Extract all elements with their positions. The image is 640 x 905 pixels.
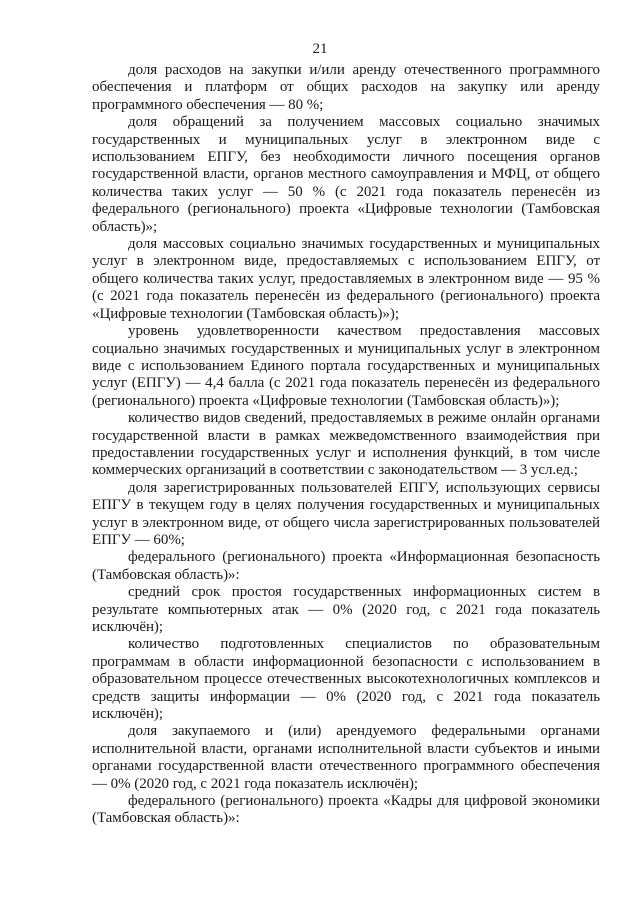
page-number: 21 xyxy=(312,41,328,57)
paragraph-infosec-project-heading: федерального (регионального) проекта «Информационная безопасность (Тамбовская область)»: xyxy=(92,549,600,583)
paragraph-procured-software-share: доля закупаемого и (или) арендуемого федеральными органами исполнительной власти, органами исполнительной власти субъектов и иными органами государственной власти отечественного программного обеспечения — 0% (2020 год, с 2021 года показатель исключён); xyxy=(92,723,600,792)
paragraph-registered-users-share: доля зарегистрированных пользователей ЕПГУ, использующих сервисы ЕПГУ в текущем году в целях получения государственных и муниципальных услуг в электронном виде, от общего числа зарегистрированных пользователей ЕПГУ — 60%; xyxy=(92,479,600,548)
paragraph-satisfaction-level: уровень удовлетворенности качеством предоставления массовых социально значимых государственных и муниципальных услуг в электронном виде с использованием Единого портала государственных и муниципальных услуг (ЕПГУ) — 4,4 балла (с 2021 года показатель перенесён из федерального (регионального) проекта «Цифровые технологии (Тамбовская область)»); xyxy=(92,323,600,409)
paragraph-online-data-types: количество видов сведений, предоставляемых в режиме онлайн органами государственной власти в рамках межведомственного взаимодействия при предоставлении государственных услуг и исполнения функций, в том числе коммерческих организаций в соответствии с законодательством — 3 усл.ед.; xyxy=(92,410,600,479)
paragraph-mass-services-share: доля массовых социально значимых государственных и муниципальных услуг в электронном виде, предоставляемых с использованием ЕПГУ, от общего количества таких услуг, предоставляемых в электронном виде — 95 % (с 2021 года показатель перенесён из федерального (регионального) проекта «Цифровые технологии (Тамбовская область)»); xyxy=(92,236,600,322)
document-body xyxy=(92,62,600,828)
paragraph-trained-specialists: количество подготовленных специалистов по образовательным программам в области информационной безопасности с использованием в образовательном процессе отечественных высокотехнологичных комплексов и средств защиты информации — 0% (2020 год, с 2021 года показатель исключён); xyxy=(92,636,600,723)
paragraph-personnel-project-heading: федерального (регионального) проекта «Кадры для цифровой экономики (Тамбовская область)»: xyxy=(92,793,600,827)
paragraph-epgu-requests-share: доля обращений за получением массовых социально значимых государственных и муниципальных услуг в электронном виде с использованием ЕПГУ, без необходимости личного посещения органов государственной власти, органов местного самоуправления и МФЦ, от общего количества таких услуг — 50 % (с 2021 года показатель перенесён из федерального (регионального) проекта «Цифровые технологии (Тамбовская область)»; xyxy=(92,114,600,235)
paragraph-downtime: средний срок простоя государственных информационных систем в результате компьютерных атак — 0% (2020 год, с 2021 года показатель исключён); xyxy=(92,584,600,635)
paragraph-domestic-software-share: доля расходов на закупки и/или аренду отечественного программного обеспечения и платформ от общих расходов на закупку или аренду программного обеспечения — 80 %; xyxy=(92,62,600,113)
